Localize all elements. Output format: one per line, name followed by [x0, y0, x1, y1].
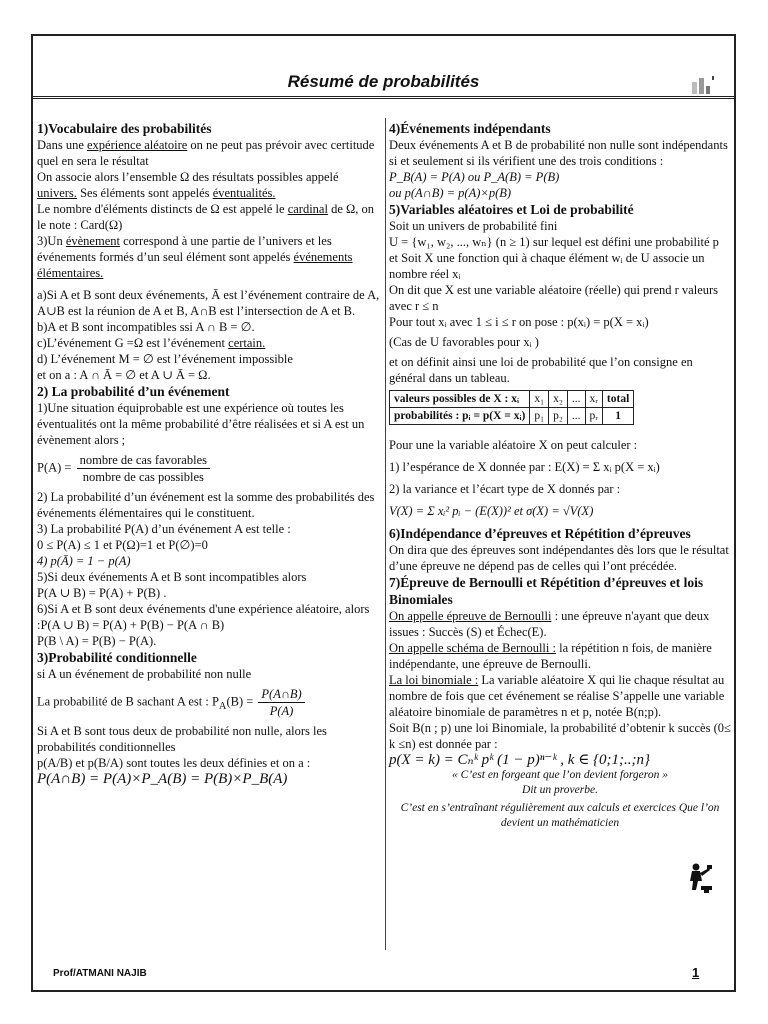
- fraction-denominator: nombre de cas possibles: [82, 470, 204, 484]
- formula-pa: [37, 452, 380, 485]
- page-number: 1: [692, 965, 700, 980]
- quote-line-2: Dit un proverbe.: [522, 784, 598, 796]
- term-eventualites: éventualités.: [212, 186, 276, 200]
- term-univers: univers.: [37, 186, 77, 200]
- paragraph-experience: [37, 137, 380, 169]
- paragraph-variable: On dit que X est une variable aléatoire (réelle) qui prend r valeurs avec r ≤ n: [389, 283, 719, 313]
- formula-bounds: 0 ≤ P(A) ≤ 1 et P(Ω)=1 et P(∅)=0: [37, 538, 208, 552]
- table-cell: ...: [567, 391, 585, 408]
- paragraph-cas: (Cas de U favorables pour xᵢ ): [389, 335, 539, 349]
- table-cell: xᵣ: [585, 391, 602, 408]
- text: Ses éléments sont appelés: [76, 186, 213, 200]
- table-cell: 1: [602, 408, 633, 425]
- section-title-independants: 4)Événements indépendants: [389, 121, 551, 136]
- column-divider: [385, 118, 386, 950]
- paragraph-nonnulle: si A un événement de probabilité non nulle: [37, 667, 252, 681]
- paragraph-independants: Deux événements A et B de probabilité non nulle sont indépendants si et seulement si ils vérifient une des trois conditions :: [389, 138, 728, 168]
- formula-pxi: Pour tout xᵢ avec 1 ≤ i ≤ r on pose : p(xᵢ) = p(X = xᵢ): [389, 315, 649, 329]
- table-row: [390, 408, 634, 425]
- paragraph-bernoulli-schema: [389, 640, 731, 672]
- formula-independence-cond: P_B(A) = P(A) ou P_A(B) = P(B): [389, 170, 560, 184]
- text: : une épreuve n'ayant que deux issues : Succès (S) et Échec(E).: [389, 609, 710, 639]
- paragraph-ksucces: Soit B(n ; p) une loi Binomiale, la probabilité d’obtenir k succès (0≤ k ≤n) est donnée par :: [389, 721, 731, 751]
- text: P(A) =: [37, 460, 72, 475]
- text: 3)Un: [37, 234, 66, 248]
- title-underline: [31, 96, 736, 99]
- table-cell: x₁: [530, 391, 549, 408]
- paragraph-calculer: Pour une la variable aléatoire X on peut calculer :: [389, 438, 638, 452]
- right-column: [389, 120, 731, 831]
- text: La variable aléatoire X qui lie chaque résultat au nombre de fois que cet événement se réalise S’appelle une variable aléatoire binomiale de paramètres n et p, notée B(n;p).: [389, 673, 725, 719]
- quote-line-3: C’est en s’entraînant régulièrement aux calculs et exercices Que l’on devient un mathématicien: [400, 802, 720, 829]
- paragraph-univers: [37, 169, 380, 201]
- text: On associe alors l’ensemble Ω des résultats possibles appelé: [37, 170, 339, 184]
- formula-difference: P(B \ A) = P(B) − P(A).: [37, 634, 157, 648]
- paragraph-equiprobable: 1)Une situation équiprobable est une expérience où toutes les éventualités ont la même probabilité d’être réalisées et si A est un évènement alors ;: [37, 401, 365, 447]
- paragraph-evenement: [37, 233, 380, 281]
- paragraph-univers-fini: Soit un univers de probabilité fini: [389, 219, 558, 233]
- section-title-variables: 5)Variables aléatoires et Loi de probabilité: [389, 202, 634, 217]
- table-cell: x₂: [549, 391, 568, 408]
- text: La probabilité de B sachant A est : P: [37, 694, 219, 709]
- title-bar: [31, 70, 736, 98]
- table-cell: probabilités : pᵢ = p(X = xᵢ): [390, 408, 530, 425]
- section-title-bernoulli: 7)Épreuve de Bernoulli et Répétition d’épreuves et lois Binomiales: [389, 575, 704, 607]
- paragraph-defined: p(A/B) et p(B/A) sont toutes les deux définies et on a :: [37, 756, 311, 770]
- term-certain: certain.: [228, 336, 266, 350]
- paragraph-telle: 3) La probabilité P(A) d’un événement A est telle :: [37, 522, 291, 536]
- term-elementaires: événements élémentaires.: [37, 250, 353, 280]
- table-cell: p₂: [549, 408, 568, 425]
- paragraph-somme: 2) La probabilité d’un événement est la somme des probabilités des événements élémentaires qui le constituent.: [37, 490, 375, 520]
- blacksmith-icon: [684, 862, 714, 894]
- table-cell: ...: [567, 408, 585, 425]
- table-cell: valeurs possibles de X : xᵢ: [390, 391, 530, 408]
- term-schema-bernoulli: On appelle schéma de Bernoulli :: [389, 641, 556, 655]
- paragraph-binomiale: [389, 672, 731, 720]
- paragraph-epreuves: On dira que des épreuves sont indépendantes dès lors que le résultat d’une épreuve ne dépend pas de celles qui l’ont précédée.: [389, 543, 729, 573]
- subscript: A: [218, 700, 227, 712]
- paragraph-impossible: d) L’événement M = ∅ est l’événement impossible: [37, 352, 293, 366]
- fraction-numerator: nombre de cas favorables: [77, 452, 210, 469]
- formula-product: P(A∩B) = P(A)×P_A(B) = P(B)×P_B(A): [37, 771, 288, 787]
- text: (B) =: [226, 694, 254, 709]
- text: c)L’événement G =Ω est l’événement: [37, 336, 229, 350]
- term-experience: expérience aléatoire: [87, 138, 188, 152]
- page-title: Résumé de probabilités: [287, 72, 480, 91]
- paragraph-incompatibles-rule: 5)Si deux événements A et B sont incompatibles alors: [37, 570, 307, 584]
- section-title-probabilite: 2) La probabilité d’un événement: [37, 384, 230, 399]
- paragraph-union: 6)Si A et B sont deux événements d'une expérience aléatoire, alors :P(A ∪ B) = P(A) + P(B) − P(A ∩ B): [37, 602, 370, 632]
- probability-law-table: [389, 390, 634, 425]
- term-loi-binomiale: La loi binomiale :: [389, 673, 479, 687]
- table-cell: p₁: [530, 408, 549, 425]
- table-row: [390, 391, 634, 408]
- paragraph-cardinal: [37, 201, 380, 233]
- fraction-denominator: P(A): [269, 704, 294, 718]
- paragraph-variance: 2) la variance et l’écart type de X donnés par :: [389, 482, 621, 496]
- text: Dans une: [37, 138, 87, 152]
- section-title-vocabulary: 1)Vocabulaire des probabilités: [37, 121, 212, 136]
- fraction: [77, 452, 210, 485]
- text: Le nombre d'éléments distincts de Ω est appelé le: [37, 202, 288, 216]
- paragraph-both-nonnull: Si A et B sont tous deux de probabilité non nulle, alors les probabilités conditionnelles: [37, 724, 327, 754]
- text: correspond à une partie de l’univers et les événements formés d’un seul élément sont appelés: [37, 234, 332, 264]
- formula-esperance: 1) l’espérance de X donnée par : E(X) = Σ xᵢ p(X = xᵢ): [389, 460, 660, 474]
- fraction: [258, 686, 304, 719]
- text: de Ω, on le note : Card(Ω): [37, 202, 375, 232]
- formula-independence-product: ou p(A∩B) = p(A)×p(B): [389, 186, 512, 200]
- formula-union-disjoint: P(A ∪ B) = P(A) + P(B) .: [37, 586, 167, 600]
- table-cell: pᵣ: [585, 408, 602, 425]
- paragraph-bernoulli-epreuve: [389, 608, 731, 640]
- formula-conditional: [37, 686, 380, 719]
- paragraph-certain: [37, 335, 380, 351]
- paragraph-contraire: a)Si A et B sont deux événements, Ā est l’événement contraire de A, A∪B est la réunion de A et B, A∩B est l’intersection de A et B.: [37, 288, 380, 318]
- term-evenement: évènement: [65, 234, 120, 248]
- formula-variance: V(X) = Σ xᵢ² pᵢ − (E(X))² et σ(X) = √V(X): [389, 504, 594, 518]
- footer-author: Prof/ATMANI NAJIB: [53, 968, 147, 979]
- text: on ne peut pas prévoir avec certitude quel en sera le résultat: [37, 138, 375, 168]
- term-cardinal: cardinal: [287, 202, 328, 216]
- paragraph-loi: et on définit ainsi une loi de probabilité que l’on consigne en général dans un tableau.: [389, 355, 693, 385]
- quote-line-1: « C’est en forgeant que l’on devient forgeron »: [452, 769, 668, 781]
- formula-complement: 4) p(Ā) = 1 − p(A): [37, 554, 131, 568]
- paragraph-incompatibles: b)A et B sont incompatibles ssi A ∩ B = ∅.: [37, 320, 255, 334]
- left-column: [37, 120, 380, 787]
- paragraph-fonction: U = {w₁, w₂, ..., wₙ} (n ≥ 1) sur lequel est défini une probabilité p et Soit X une fonction qui à chaque élément wᵢ de U associe un nombre réel xᵢ: [389, 235, 719, 281]
- table-cell: total: [602, 391, 633, 408]
- term-epreuve-bernoulli: On appelle épreuve de Bernoulli: [389, 609, 552, 623]
- decorative-icon: [690, 72, 718, 98]
- section-title-epreuves: 6)Indépendance d’épreuves et Répétition d’épreuves: [389, 526, 691, 541]
- section-title-conditionnelle: 3)Probabilité conditionnelle: [37, 650, 197, 665]
- text: la répétition n fois, de manière indépendante, une épreuve de Bernoulli.: [389, 641, 712, 671]
- paragraph-complement: et on a : A ∩ Ā = ∅ et A ∪ Ā = Ω.: [37, 368, 211, 382]
- fraction-numerator: P(A∩B): [258, 686, 304, 703]
- formula-binomial: p(X = k) = Cₙᵏ pᵏ (1 − p)ⁿ⁻ᵏ , k ∈ {0;1;..;n}: [389, 752, 651, 768]
